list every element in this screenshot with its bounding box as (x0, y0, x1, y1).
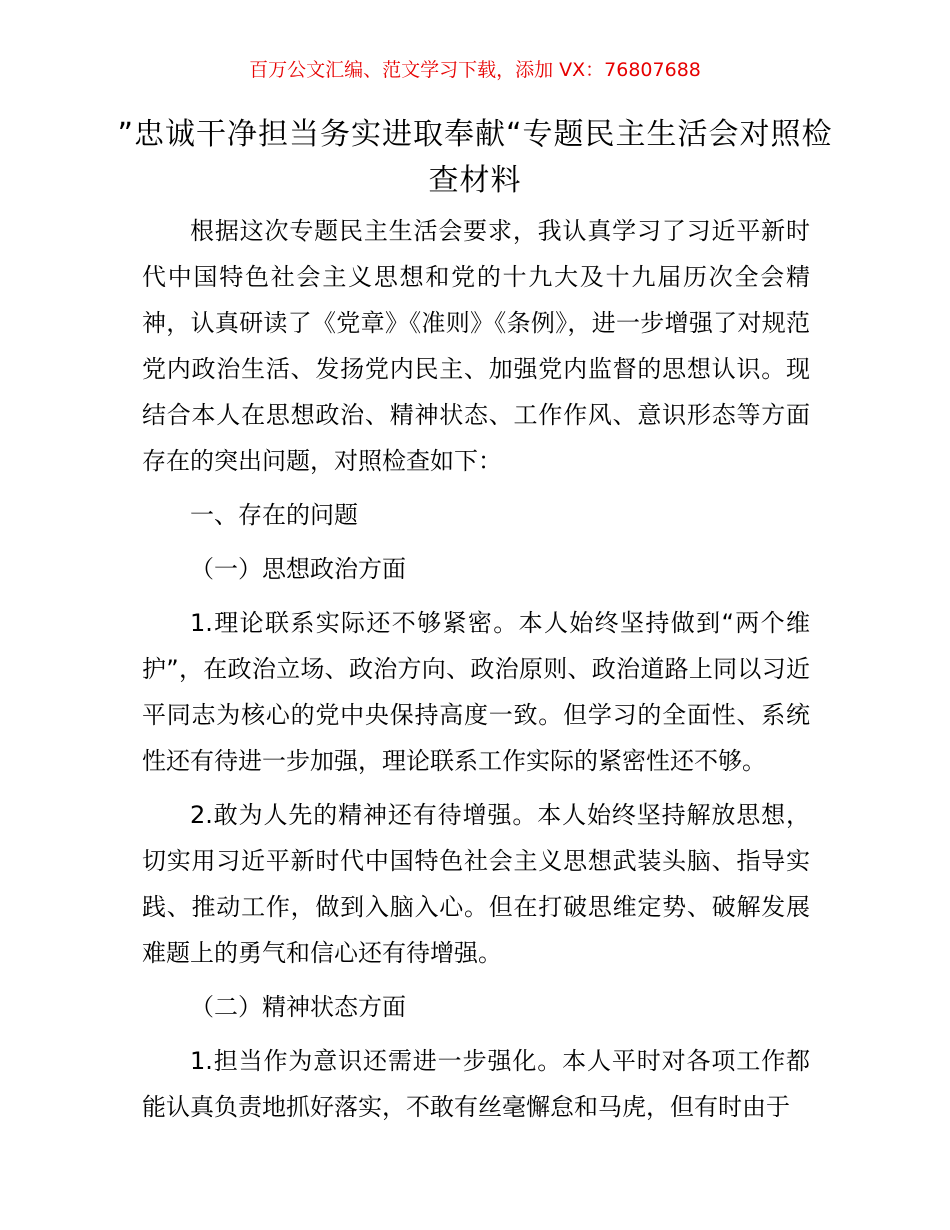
subsection-heading-spirit: （二）精神状态方面 (190, 993, 406, 1021)
subsection-heading-ideology: （一）思想政治方面 (190, 555, 406, 583)
document-title: ”忠诚干净担当务实进取奉献“专题民主生活会对照检查材料 (117, 117, 833, 198)
ideology-item-2: 2.敢为人先的精神还有待增强。本人始终坚持解放思想，切实用习近平新时代中国特色社会主义思想武装头脑、指导实践、推动工作，做到入脑入心。但在打破思维定势、破解发展难题上的勇气和信心还有待增强。 (142, 801, 810, 967)
section-heading-problems: 一、存在的问题 (190, 501, 358, 529)
spirit-item-1: 1.担当作为意识还需进一步强化。本人平时对各项工作都能认真负责地抓好落实，不敢有丝毫懈怠和马虎，但有时由于 (142, 1047, 810, 1121)
header-banner: 百万公文汇编、范文学习下载，添加 VX：76807688 (249, 59, 701, 81)
document-body (142, 208, 810, 1138)
intro-paragraph: 根据这次专题民主生活会要求，我认真学习了习近平新时代中国特色社会主义思想和党的十九大及十九届历次全会精神，认真研读了《党章》《准则》《条例》，进一步增强了对规范党内政治生活、发扬党内民主、加强党内监督的思想认识。现结合本人在思想政治、精神状态、工作作风、意识形态等方面存在的突出问题，对照检查如下： (142, 217, 810, 475)
ideology-item-1: 1.理论联系实际还不够紧密。本人始终坚持做到“两个维护”，在政治立场、政治方向、政治原则、政治道路上同以习近平同志为核心的党中央保持高度一致。但学习的全面性、系统性还有待进一步加强，理论联系工作实际的紧密性还不够。 (142, 609, 810, 775)
